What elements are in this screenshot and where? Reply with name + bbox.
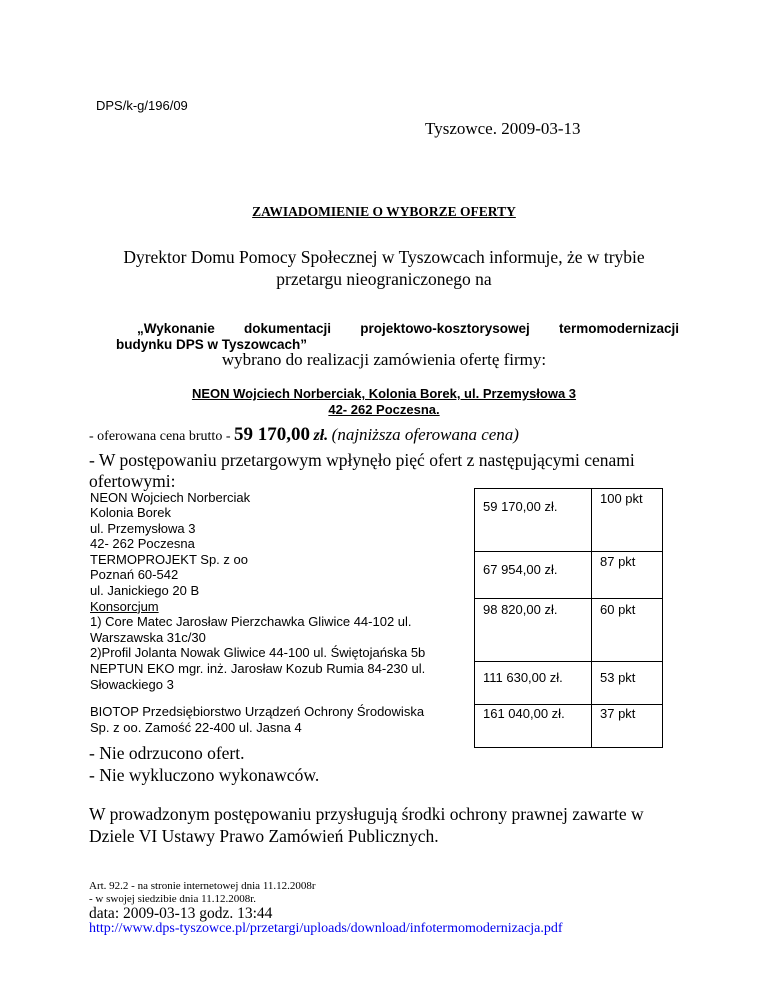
date-stamp: data: 2009-03-13 godz. 13:44 xyxy=(89,905,273,922)
bidder-line: ul. Janickiego 20 B xyxy=(90,583,200,599)
points-cell: 60 pkt xyxy=(592,599,663,661)
tender-subject-line-1 xyxy=(137,321,679,336)
bidder-cell xyxy=(88,704,475,747)
tender-subject-word: „Wykonanie xyxy=(137,321,215,336)
price-cell: 67 954,00 zł. xyxy=(475,552,592,599)
publication-note-2: - w swojej siedzibie dnia 11.12.2008r. xyxy=(89,893,257,905)
bidder-cell xyxy=(88,599,475,661)
table-row xyxy=(88,704,663,747)
table-row xyxy=(88,599,663,661)
offers-intro-line-2: ofertowymi: xyxy=(89,471,176,491)
winner-name-address: NEON Wojciech Norberciak, Kolonia Borek, ul. Przemysłowa 3 xyxy=(191,386,577,401)
offered-price-label: - oferowana cena brutto - xyxy=(89,429,234,444)
bidder-line: NEPTUN EKO mgr. inż. Jarosław Kozub Rumia 84-230 ul. xyxy=(90,661,426,677)
price-cell: 59 170,00 zł. xyxy=(475,489,592,552)
bidder-line: TERMOPROJEKT Sp. z oo xyxy=(90,551,248,567)
offered-price-row xyxy=(89,424,519,446)
points-cell: 37 pkt xyxy=(592,704,663,747)
legal-remedies-line-1: W prowadzonym postępowaniu przysługują środki ochrony prawnej zawarte w xyxy=(89,804,644,824)
place-date: Tyszowce. 2009-03-13 xyxy=(425,119,581,138)
bidder-line: Warszawska 31c/30 xyxy=(90,629,206,645)
offered-price-currency: zł. xyxy=(313,427,329,444)
intro-line-1: Dyrektor Domu Pomocy Społecznej w Tyszowcach informuje, że w trybie xyxy=(123,247,645,267)
bidder-line: Kolonia Borek xyxy=(90,505,171,521)
bidder-line: Poznań 60-542 xyxy=(90,567,179,583)
document-reference: DPS/k-g/196/09 xyxy=(96,98,188,113)
tender-subject-word: dokumentacji xyxy=(243,321,332,336)
price-cell: 111 630,00 zł. xyxy=(475,661,592,704)
document-url-link[interactable]: http://www.dps-tyszowce.pl/przetargi/uploads/download/infotermomodernizacja.pdf xyxy=(89,921,563,936)
tender-subject-line-2: budynku DPS w Tyszowcach” xyxy=(116,337,308,352)
bidder-line: Słowackiego 3 xyxy=(90,676,174,692)
bidder-line: 1) Core Matec Jarosław Pierzchawka Gliwice 44-102 ul. xyxy=(90,614,412,630)
price-cell: 161 040,00 zł. xyxy=(475,704,592,747)
bidder-cell xyxy=(88,661,475,704)
no-contractors-excluded: - Nie wykluczono wykonawców. xyxy=(89,765,320,785)
lowest-price-note: (najniższa oferowana cena) xyxy=(331,425,519,444)
bidder-line: Sp. z oo. Zamość 22-400 ul. Jasna 4 xyxy=(90,719,302,735)
price-cell: 98 820,00 zł. xyxy=(475,599,592,661)
intro-line-2: przetargu nieograniczonego na xyxy=(276,269,492,289)
bidder-line: 2)Profil Jolanta Nowak Gliwice 44-100 ul. Świętojańska 5b xyxy=(90,645,426,661)
offers-table xyxy=(88,488,663,748)
bidder-line: BIOTOP Przedsiębiorstwo Urządzeń Ochrony Środowiska xyxy=(90,704,425,720)
tender-subject-word: termomodernizacji xyxy=(558,321,679,336)
bidder-line: 42- 262 Poczesna xyxy=(90,536,195,552)
offers-intro-line-1: - W postępowaniu przetargowym wpłynęło pięć ofert z następującymi cenami xyxy=(89,450,635,470)
table-row xyxy=(88,552,663,599)
bidder-line: NEON Wojciech Norberciak xyxy=(90,489,251,505)
bidder-cell xyxy=(88,552,475,599)
table-row xyxy=(88,661,663,704)
no-offers-rejected: - Nie odrzucono ofert. xyxy=(89,743,245,763)
bidder-cell xyxy=(88,489,475,552)
points-cell: 53 pkt xyxy=(592,661,663,704)
page-title: ZAWIADOMIENIE O WYBORZE OFERTY xyxy=(252,204,516,219)
offered-price-amount: 59 170,00 xyxy=(233,424,310,445)
bidder-line: ul. Przemysłowa 3 xyxy=(90,520,196,536)
winner-postal-code: 42- 262 Poczesna. xyxy=(328,402,440,417)
consortium-heading: Konsorcjum xyxy=(90,598,159,614)
publication-note-1: Art. 92.2 - na stronie internetowej dnia 11.12.2008r xyxy=(89,880,316,892)
legal-remedies-line-2: Dziele VI Ustawy Prawo Zamówień Publicznych. xyxy=(89,826,439,846)
points-cell: 100 pkt xyxy=(592,489,663,552)
selection-statement: wybrano do realizacji zamówienia ofertę firmy: xyxy=(221,350,547,369)
table-row xyxy=(88,489,663,552)
tender-subject-word: projektowo-kosztorysowej xyxy=(360,321,530,336)
points-cell: 87 pkt xyxy=(592,552,663,599)
